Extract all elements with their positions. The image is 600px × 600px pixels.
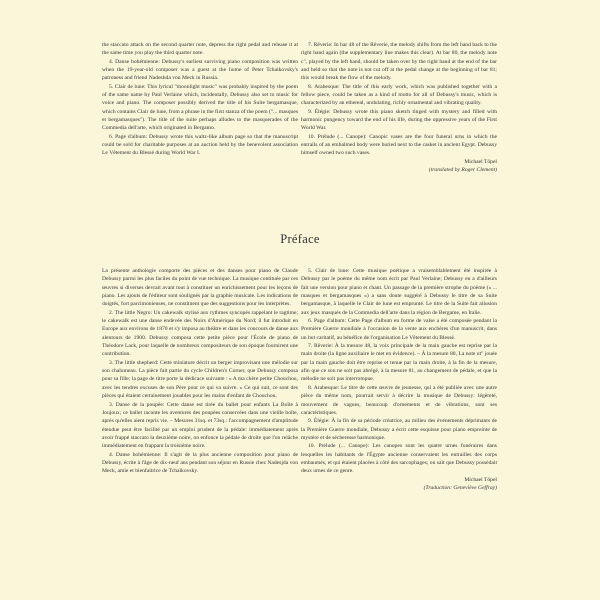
- paragraph: 7. Rêverie: À la mesure 48, la voix principale de la main gauche est reprise par la main droite (la ligne auxiliaire le met en évidence). – À la mesure 80, La note ut" jouée par la main gauche doit être reprise et tenue par la main droite, à la fin de la mesure, afin que ce son ne soit pas abrégé, à la mesure 81, au changement de pédale, et que la mélodie ne soit pas interrompue.: [301, 343, 497, 383]
- author-signature: Michael Töpel: [464, 158, 497, 165]
- paragraph: 10. Prélude (... Canope): Canopic vases are the four funeral urns in which the entrails of an embalmed body were buried next to the casket in ancient Egypt. Debussy himself owned two such vases.: [301, 133, 497, 157]
- english-column-left: [102, 41, 298, 158]
- author-signature: Michael Töpel: [464, 476, 497, 483]
- english-column-right: [301, 41, 497, 175]
- paragraph: 8. Arabesque: Le titre de cette œuvre de jeunesse, qui a été publiée avec une autre pièce du même nom, pourrait servir à décrire la musique de Debussy: légèreté, mouvement de vagues, beaucoup d'ornements et de vibrations, sont ses caractéristiques.: [301, 384, 497, 416]
- paragraph: 6. Page d'album: Cette Page d'album en forme de valse a été composée pendant la Première Guerre mondiale à l'occasion de la vente aux enchères d'un manuscrit, dans un but caritatif, au bénéfice de l'organisation Le Vêtement du Blessé.: [301, 318, 497, 341]
- paragraph: La présente anthologie comporte des pièces et des danses pour piano de Claude Debussy parmi les plus faciles du point de vue technique. La musique contituée par ces œuvres si diverses devrait avant tout à constituer un enrichissement pour les leçons de piano. Les ajouts de l'éditeur sont soulignés par la graphie musicale. Les indications de doigtés, fort parcimonieuses, ne constituent que des suggestions pour les interprètes.: [102, 268, 298, 308]
- paragraph: 10. Prélude (... Canope): Les canopes sont les quatre urnes funéraires dans lesquelles les habitants de l'Égypte ancienne conservaient les entrailles des corps embaumés, et qui étaient placées à côté des sarcophages; on sait que Debussy possédait deux urnes de ce genre.: [301, 443, 497, 475]
- paragraph: the staccato attack on the second quarter note, depress the right pedal and release it at the same time you play the third quarter note.: [102, 42, 298, 57]
- paragraph: 5. Clair de lune: This lyrical "moonlight music" was probably inspired by the poem of the same name by Paul Verlaine which, incidentally, Debussy also set to music for voice and piano. The composer possibly derived the title of his Suite bergamasque, which contains Clair de lune, from a phrase in the first stanza of the poem ("... masques et bergamasques"). The title of the suite perhaps alludes to the masquerades of the Commedia dell'arte, which originated in Bergamo.: [102, 83, 298, 132]
- paragraph: 6. Page d'album: Debussy wrote this waltz-like album page so that the manuscript could be sold for charitable purposes at an auction held by the benevolent association Le Vêtement du Blessé during World War I.: [102, 133, 298, 157]
- translator-credit: (Traduction: Geneviève Geffray): [423, 484, 497, 491]
- page-title: Préface: [280, 232, 320, 246]
- paragraph: 9. Élégie: À la fin de sa période créatrice, au milieu des événements déprimants de la Première Guerre mondiale, Debussy a écrit cette esquisse pour piano empreinte de mystère et de sécheresse harmonique.: [301, 418, 497, 441]
- translator-credit: (translated by Roger Clement): [428, 167, 497, 174]
- french-column-right: [301, 267, 497, 492]
- paragraph: 4. Danse bohémienne: Il s'agit de la plus ancienne composition pour piano de Debussy, écrite à l'âge de dix-neuf ans pendant son séjour en Russie chez Nadesjda von Meck, amie et bienfaitrice de Tchaïkovsky.: [102, 451, 298, 475]
- paragraph: 3. Danse de la poupée: Cette danse est tirée du ballet pour enfants La Boîte à Joujoux; ce ballet raconte les aventures des poupées conservées dans une vieille boîte, après qu'elles aient repris vie. – Mesures 31sq. et 73sq.: l'accompagnement d'amplitude étendue peut être facilité par un emploi prudent de la pédale: immédiatement après avoir frappé staccato la deuxième noire, on enfonce la pédale de droite que l'on relâche immédiatement en frappant la troisième noire.: [102, 401, 298, 450]
- paragraph: 2. The little Negro: Un cakewalk stylisé aux rythmes syncopés rappelant le ragtime; le cakewalk est une danse endevée des Noirs d'Amérique du Nord; il fut introduit en Europe aux environs de 1870 et s'y imposa au théâtre et dans les concours de danse aux alentours de 1900. Debussy composa cette petite pièce pour l'École de piano de Théodore Lack, pour laquelle de nombreux compositeurs de son époque fournirent une contribution.: [102, 309, 298, 358]
- paragraph: 5. Clair de lune: Cette musique poétique a vraisemblablement été inspirée à Debussy par le poème du même nom écrit par Paul Verlaine; Debussy en a d'ailleurs fait une version pour piano et chant. Un passage de la première strophe du poème (« ... masques et bergamasques ») a sans doute suggéré à Debussy le titre de sa Suite bergamasque, à laquelle le Clair de lune est emprunté. Le titre de la Suite fait allusion aux jeux masqués de la Commedia dell'arte dans la région de Bergame, en Italie.: [301, 268, 497, 316]
- paragraph: 9. Élégie: Debussy wrote this piano sketch tinged with mystery and filled with harmonic pungency toward the end of his life, during the oppressive years of the First World War.: [301, 108, 497, 132]
- french-column-left: [102, 267, 298, 476]
- paragraph: 3. The little shepherd: Cette miniature décrit un berger improvisant une mélodie sur son chalumeau. La pièce fait partie du cycle Children's Corner, que Debussy composa pour sa fille; la page de titre porte la dédicace suivante : « A ma chère petite Chouchou, avec les tendres excuses de son Père pour ce qui va suivre. » Ce qui suit, ce sont des pièces qui étaient certainement jouables pour les mains d'enfant de Chouchou.: [102, 359, 298, 400]
- paragraph: 4. Danse bohémienne: Debussy's earliest surviving piano composition was written when the 19-year-old composer was a guest at the home of Peter Tchaikovsky's patroness and friend Nadeshda von Meck in Russia.: [102, 58, 298, 82]
- paragraph: 8. Arabesque: The title of this early work, which was published together with a fellow piece, could be taken as a kind of motto for all of Debussy's music, which is characterized by an ethereal, undulating, richly ornamental and vibrating quality.: [301, 83, 497, 107]
- paragraph: 7. Rêverie: In bar 48 of the Rêverie, the melody shifts from the left hand back to the right hand again (the supplementary line makes this clear). At bar 80, the melody note c", played by the left hand, should be taken over by the right hand at the end of the bar and held so that the note is not cut off at the pedal change at the beginning of bar 81; this would break the flow of the melody.: [301, 42, 497, 82]
